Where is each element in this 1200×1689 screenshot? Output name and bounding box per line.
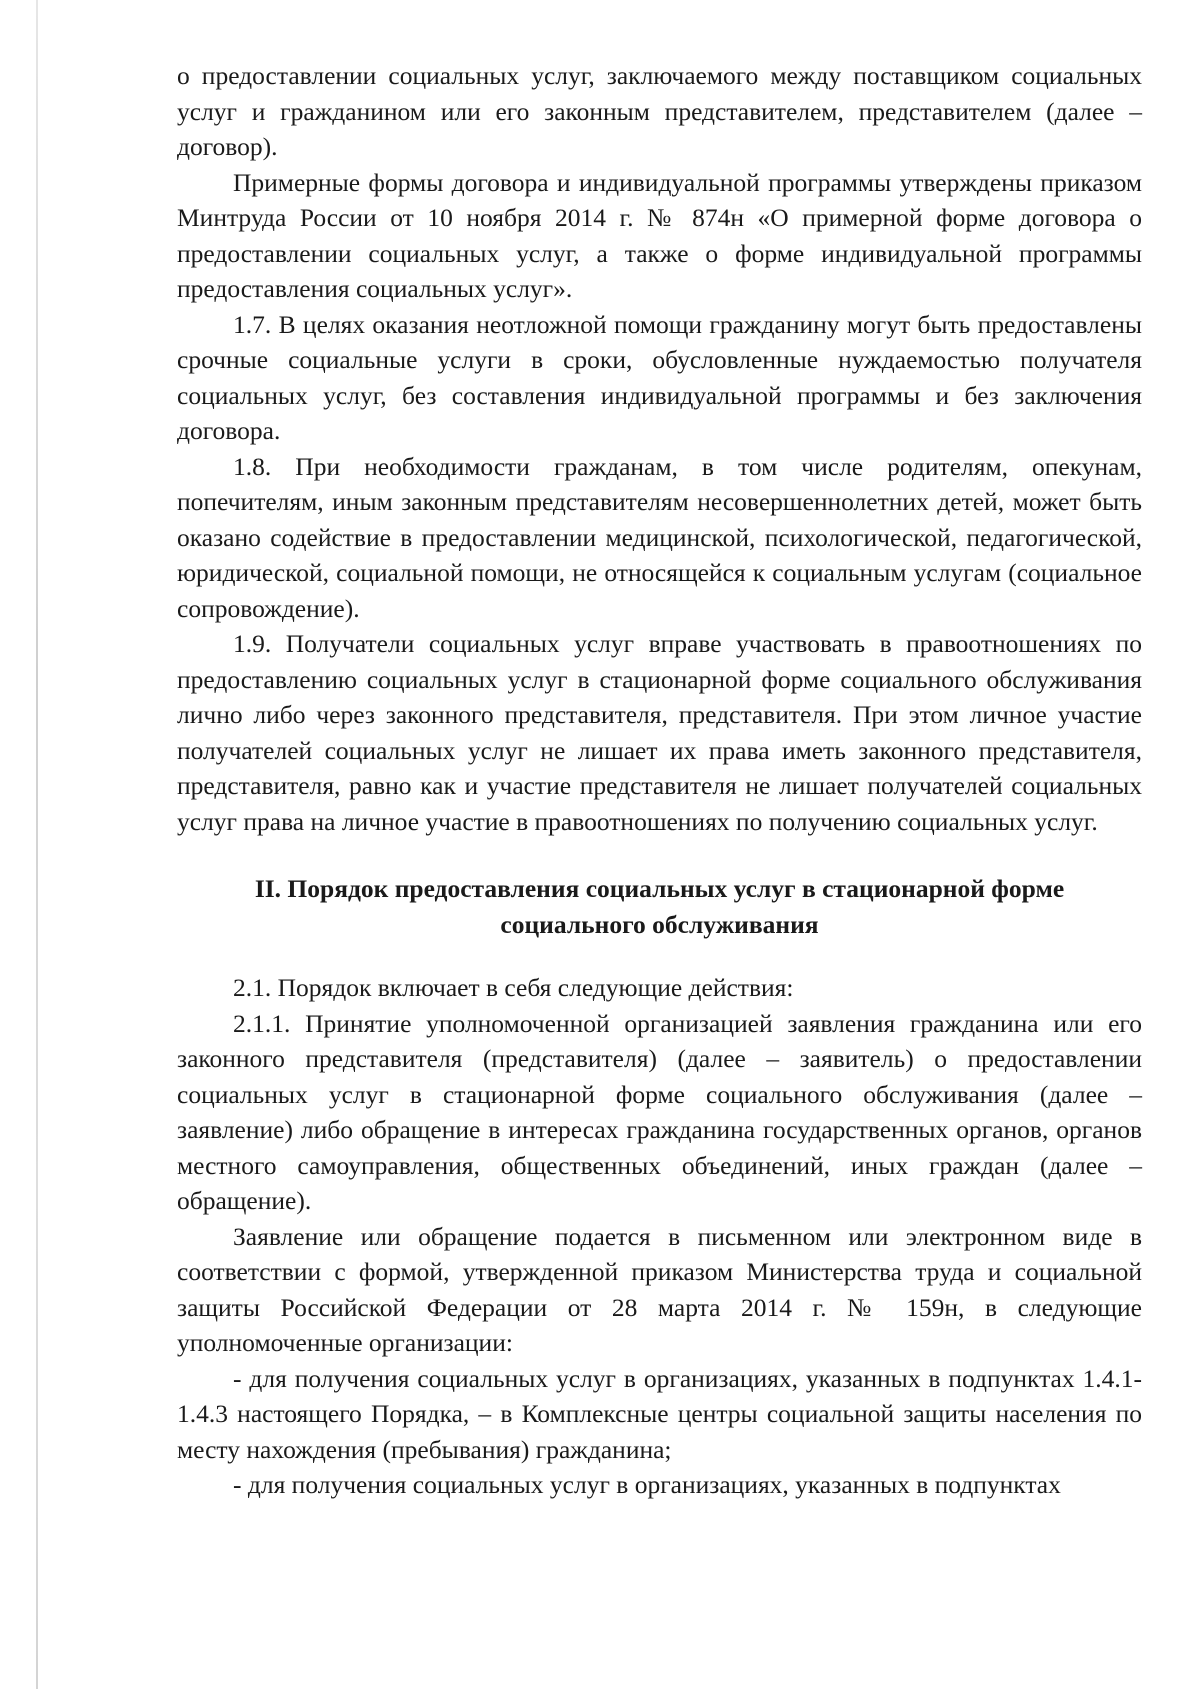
paragraph-1-9: 1.9. Получатели социальных услуг вправе участвовать в правоотношениях по предоставлению социальных услуг в стационарной форме социального обслуживания лично либо через законного представителя, представителя. При этом личное участие получателей социальных услуг не лишает их права иметь законного представителя, представителя, равно как и участие представителя не лишает получателей социальных услуг права на личное участие в правоотношениях по получению социальных услуг. xyxy=(177,629,1142,836)
paragraph-2-1: 2.1. Порядок включает в себя следующие действия: xyxy=(233,973,794,1002)
paragraph-application-submission: Заявление или обращение подается в письменном или электронном виде в соответствии с формой, утвержденной приказом Министерства труда и социальной защиты Российской Федерации от 28 марта 2014 г. № 159н, в следующие уполномоченные организации: xyxy=(177,1221,1142,1357)
paragraph-sample-forms: Примерные формы договора и индивидуальной программы утверждены приказом Минтруда России от 10 ноября 2014 г. № 874н «О примерной форме договора о предоставлении социальных услуг, а также о форме индивидуальной программы предоставления социальных услуг». xyxy=(177,167,1142,303)
list-item-complex-centers: - для получения социальных услуг в организациях, указанных в подпунктах 1.4.1-1.4.3 настоящего Порядка, – в Комплексные центры социальной защиты населения по месту нахождения (пребывания) гражданина; xyxy=(177,1363,1142,1464)
list-item-organizations: - для получения социальных услуг в организациях, указанных в подпунктах xyxy=(233,1470,1061,1499)
paragraph-2-1-1: 2.1.1. Принятие уполномоченной организацией заявления гражданина или его законного представителя (представителя) (далее – заявитель) о предоставлении социальных услуг в стационарной форме социального обслуживания (далее – заявление) либо обращение в интересах гражданина государственных органов, органов местного самоуправления, общественных объединений, иных граждан (далее – обращение). xyxy=(177,1008,1142,1215)
paragraph-1-7: 1.7. В целях оказания неотложной помощи гражданину могут быть предоставлены срочные социальные услуги в сроки, обусловленные нуждаемостью получателя социальных услуг, без составления индивидуальной программы и без заключения договора. xyxy=(177,309,1142,445)
section-heading: II. Порядок предоставления социальных услуг в стационарной форме социального обслуживания xyxy=(254,874,1065,939)
document-page xyxy=(177,58,1142,1503)
paragraph-1-8: 1.8. При необходимости гражданам, в том числе родителям, опекунам, попечителям, иным законным представителям несовершеннолетних детей, может быть оказано содействие в предоставлении медицинской, психологической, педагогической, юридической, социальной помощи, не относящейся к социальным услугам (социальное сопровождение). xyxy=(177,451,1142,623)
scan-edge-shadow xyxy=(36,0,38,1689)
paragraph-contract-continuation: о предоставлении социальных услуг, заключаемого между поставщиком социальных услуг и гражданином или его законным представителем, представителем (далее – договор). xyxy=(177,61,1142,161)
